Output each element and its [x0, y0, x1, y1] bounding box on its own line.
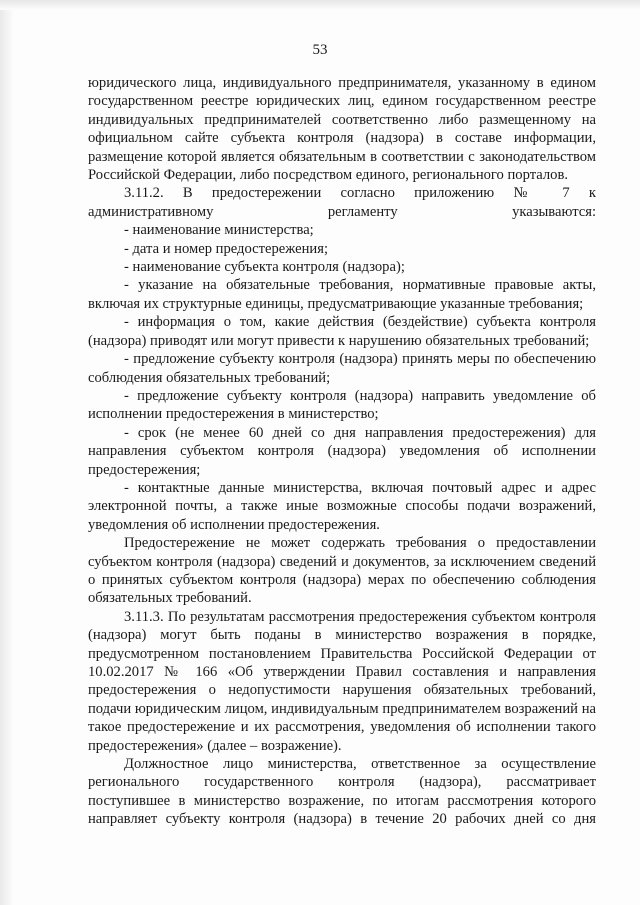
list-item-proposal-measures: - предложение субъекту контроля (надзора) принять меры по обеспечению соблюдения обязательных требований; [88, 351, 596, 386]
paragraph-3-11-2: 3.11.2. В предостережении согласно приложению № 7 к административному регламенту указываются: [88, 185, 596, 220]
list-item-date-number: - дата и номер предостережения; [124, 240, 328, 257]
list-item-proposal-notice: - предложение субъекту контроля (надзора) направить уведомление об исполнении предостережения в министерство; [88, 387, 596, 423]
body-text [88, 74, 596, 829]
list-item-requirements: - указание на обязательные требования, нормативные правовые акты, включая их структурные единицы, предусматривающие указанные требования; [88, 277, 596, 312]
scan-edge-top [0, 0, 640, 10]
page-number: 53 [312, 42, 328, 58]
list-item-ministry-name: - наименование министерства; [124, 222, 314, 239]
paragraph-continuation: юридического лица, индивидуального предпринимателя, указанному в едином государственном реестре юридических лиц, едином государственном реестре индивидуальных предпринимателей соответственно либо размещенному на официальном сайте субъекта контроля (надзора) в составе информации, размещение которой является обязательным в соответствии с законодательством Российской Федерации, либо посредством единого, регионального порталов. [88, 75, 596, 184]
list-item-contacts: - контактные данные министерства, включая почтовый адрес и адрес электронной почты, а также иные возможные способы подачи возражений, уведомления об исполнении предостережения. [88, 479, 596, 533]
paragraph-warning-limits: Предостережение не может содержать требования о предоставлении субъектом контроля (надзора) сведений и документов, за исключением сведений о принятых субъектом контроля (надзора) мерах по обеспечению соблюдения обязательных требований. [88, 535, 596, 607]
paragraph-official-review: Должностное лицо министерства, ответственное за осуществление регионального государственного контроля (надзора), рассматривает поступившее в министерство возражение, по итогам рассмотрения которого направляет субъекту контроля (надзора) в течение 20 рабочих дней со дня [88, 756, 596, 828]
list-item-deadline: - срок (не менее 60 дней со дня направления предостережения) для направления субъектом контроля (надзора) уведомления об исполнении предостережения; [88, 424, 596, 478]
list-item-subject-name: - наименование субъекта контроля (надзора); [124, 259, 405, 276]
paragraph-3-11-3: 3.11.3. По результатам рассмотрения предостережения субъектом контроля (надзора) могут быть поданы в министерство возражения в порядке, предусмотренном постановлением Правительства Российской Федерации от 10.02.2017 № 166 «Об утверждении Правил составления и направления предостережения о недопустимости нарушения обязательных требований, подачи юридическим лицом, индивидуальным предпринимателем возражений на такое предостережение и их рассмотрения, уведомления об исполнении такого предостережения» (далее – возражение). [88, 608, 596, 754]
scan-edge-left [0, 0, 14, 905]
list-item-actions-info: - информация о том, какие действия (бездействие) субъекта контроля (надзора) приводят или могут привести к нарушению обязательных требований; [88, 314, 596, 349]
